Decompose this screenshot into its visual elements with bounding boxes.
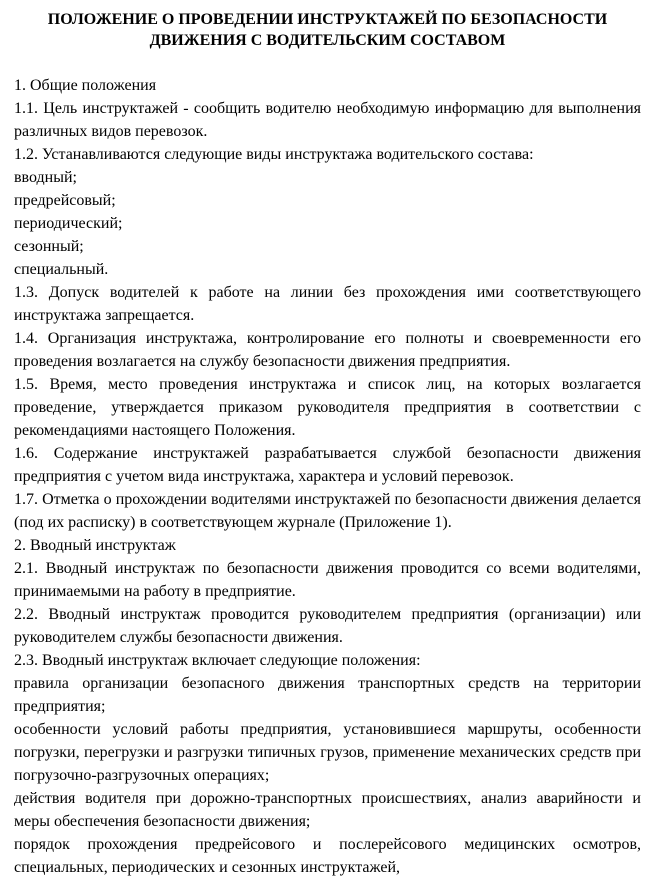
document-title: ПОЛОЖЕНИЕ О ПРОВЕДЕНИИ ИНСТРУКТАЖЕЙ ПО БЕЗОПАСНОСТИ ДВИЖЕНИЯ С ВОДИТЕЛЬСКИМ СОСТАВОМ bbox=[47, 11, 608, 49]
paragraph: 2.2. Вводный инструктаж проводится руководителем предприятия (организации) или руководителем службы безопасности движения. bbox=[14, 606, 641, 646]
list-item: периодический; bbox=[14, 215, 123, 232]
paragraph: 1.4. Организация инструктажа, контролирование его полноты и своевременности его проведения возлагается на службу безопасности движения предприятия. bbox=[14, 330, 641, 370]
list-item: действия водителя при дорожно-транспортных происшествиях, анализ аварийности и меры обеспечения безопасности движения; bbox=[14, 790, 641, 830]
section-heading: 1. Общие положения bbox=[14, 77, 157, 94]
paragraph: 1.3. Допуск водителей к работе на линии без прохождения ими соответствующего инструктажа запрещается. bbox=[14, 284, 641, 324]
list-item: порядок прохождения предрейсового и послерейсового медицинских осмотров, специальных, периодических и сезонных инструктажей, bbox=[14, 836, 641, 876]
paragraph: 1.5. Время, место проведения инструктажа и список лиц, на которых возлагается проведение, утверждается приказом руководителя предприятия в соответствии с рекомендациями настоящего Положения. bbox=[14, 376, 641, 439]
list-item: правила организации безопасного движения транспортных средств на территории предприятия; bbox=[14, 675, 641, 715]
paragraph: 1.6. Содержание инструктажей разрабатывается службой безопасности движения предприятия с учетом вида инструктажа, характера и условий перевозок. bbox=[14, 445, 641, 485]
list-item: специальный. bbox=[14, 261, 109, 278]
paragraph: 2.1. Вводный инструктаж по безопасности движения проводится со всеми водителями, принимаемыми на работу в предприятие. bbox=[14, 560, 641, 600]
list-item: особенности условий работы предприятия, установившиеся маршруты, особенности погрузки, перегрузки и разгрузки типичных грузов, применение механических средств при погрузочно-разгрузочных операциях; bbox=[14, 721, 641, 784]
list-item: сезонный; bbox=[14, 238, 84, 255]
paragraph: 2.3. Вводный инструктаж включает следующие положения: bbox=[14, 652, 421, 669]
paragraph: 1.1. Цель инструктажей - сообщить водителю необходимую информацию для выполнения различных видов перевозок. bbox=[14, 100, 641, 140]
list-item: вводный; bbox=[14, 169, 77, 186]
list-item: предрейсовый; bbox=[14, 192, 116, 209]
section-heading: 2. Вводный инструктаж bbox=[14, 537, 176, 554]
paragraph: 1.7. Отметка о прохождении водителями инструктажей по безопасности движения делается (под их расписку) в соответствующем журнале (Приложение 1). bbox=[14, 491, 641, 531]
paragraph: 1.2. Устанавливаются следующие виды инструктажа водительского состава: bbox=[14, 146, 534, 163]
